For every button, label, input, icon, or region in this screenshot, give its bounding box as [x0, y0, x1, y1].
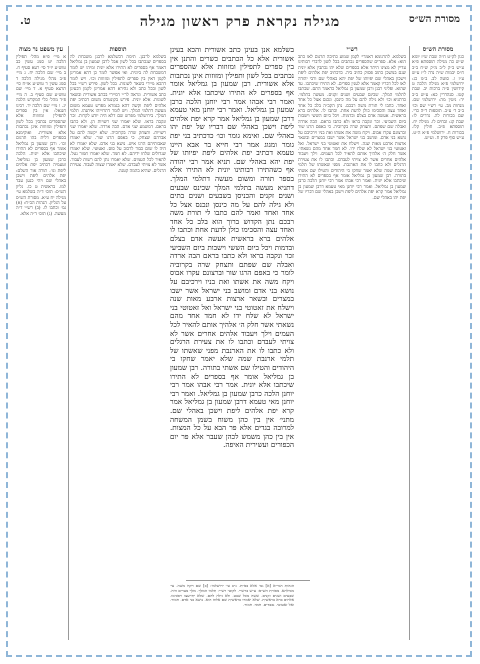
- page-number: ט.: [20, 14, 31, 27]
- tosafot-heading: תוספות: [109, 46, 127, 53]
- outer-right-heading: מסורת הש״ס: [422, 46, 454, 53]
- outer-left-heading: עין משפט נר מצוה: [18, 46, 64, 53]
- outer-left-column: [16, 46, 66, 640]
- main-text: בשלמא אנן בעינן כתב אשורית והכא בעינן אשורית אלא כל הכתבים כשרים והתנן אין בין ספרים לתפילין ומזוזות אלא שהספרים נכתבים בכל לשון ותפילין ומזוזות אינן נכתבות אלא אשורית. רבן שמעון בן גמליאל אומר אף בספרים לא התירו שיכתבו אלא יונית. ואמר רבי אבהו אמר רבי יוחנן הלכה כרבן שמעון בן גמליאל. ואמר רבי יוחנן מאי טעמא דרבן שמעון בן גמליאל אמר קרא יפת אלהים ליפת וישכן באהלי שם דבריו של יפת יהו באהלי שם. ואימא גומר וכו׳ כדכתיב בני יפת גומר ומגוג אמר רבי חייא בר אבא היינו טעמא דכתיב יפת אלהים ליפת יפיותו של יפת יהא באהלי שם. תניא אמר רבי יהודה אף כשהתירו רבותינו יונית לא התירו אלא בספר תורה ומשום מעשה דתלמי המלך. דתניא מעשה בתלמי המלך שכינס שבעים ושנים זקנים והכניסן בשבעים ושנים בתים ולא גילה להם על מה כינסן ונכנס אצל כל אחד ואחד ואמר להם כתבו לי תורת משה רבכם נתן הקדוש ברוך הוא בלב כל אחד ואחד עצה והסכימו כולן לדעת אחת וכתבו לו אלהים ברא בראשית אעשה אדם בצלם ובדמות ויכל ביום הששי וישבות ביום השביעי זכר ונקבה בראו ולא כתבו בראם הבה ארדה ואבלה שם שפתם ותצחק שרה בקרוביה לומר כי באפם הרגו שור וברצונם עקרו אבוס ויקח משה את אשתו ואת בניו וירכיבם על נושא בני אדם ומושב בני ישראל אשר ישבו במצרים ובשאר ארצות ארבע מאות שנה וישלח את זאטוטי בני ישראל ואל זאטוטי בני ישראל לא שלח ידו לא חמד אחד מהם נשאתי אשר חלק ה׳ אלהיך אותם להאיר לכל העמים וילך ויעבוד אלהים אחרים אשר לא צויתי לעבדם וכתבו לו את צעירת הרגלים ולא כתבו לו את הארנבת מפני שאשתו של תלמי ארנבת שמה שלא יאמר שחקו בי היהודים והטילו שם אשתי בתורה. רבן שמעון בן גמליאל אומר אף בספרים לא התירו שיכתבו אלא יונית. אמר רבי אבהו אמר רבי יוחנן הלכה כרבן שמעון בן גמליאל. ואמר רבי יוחנן מאי טעמא דרבן שמעון בן גמליאל אמר קרא יפת אלהים ליפת וישכן באהלי שם. מתני׳ אין בין כהן משוח בשמן המשחה למרובה בגדים אלא פר הבא על כל המצות. אין בין כהן משמש לכהן שעבר אלא פר יום הכפורים ועשירית האיפה.: [170, 46, 294, 450]
- divider: [68, 46, 69, 640]
- outer-left-text: א מיי׳ פ״א מהל׳ תפילין הלכה יט סמג עשין כב טוש״ע יו״ד סי׳ רעא סעיף ח. ב מיי׳ שם הלכה יח. ג מיי׳ פ״ב מהל׳ מגילה הלכה ד סמג עשין ד טוש״ע או״ח סי׳ תרצא סעיף א. ד מיי׳ שם טוש״ע שם סעיף ב. ה מיי׳ פ״ד מהל׳ כלי המקדש הלכה יג. ו מיי׳ שם הלכה יד. רבינו חננאל: אין בין ספרים לתפילין ומזוזות אלא שהספרים נכתבין בכל לשון ותפילין ומזוזות אינן נכתבות אלא אשורית. ואוקימנא בספרים דלית בהו תרגום וכו׳. ורבן שמעון בן גמליאל אומר אף בספרים לא התירו שיכתבו אלא יונית. הלכה כרבן שמעון בן גמליאל. וטעמיה דכתיב יפת אלהים ליפת וגו׳. תורה אור השלם: יפת אלהים ליפת וישכן באהלי שם ויהי כנען עבד למו. בראשית ט כז. גליון הש״ס: תוס׳ ד״ה בשלמא עי׳ מגילה יח ע״א. מסורת הש״ס על הגליון. הגהות הב״ח: (א) גמ׳ וכתבו לו. (ב) רש״י ד״ה מעשה. (ג) תוס׳ ד״ה אלא.: [16, 55, 66, 217]
- footnotes: [170, 584, 294, 640]
- tosafot-text: בשלמא לרבנן. תימה דבשלמא לרבנן משכחת לה בספרים שנכתבו בכל לשון אבל לרבן שמעון בן גמליאל דאמר אף בספרים לא התירו אלא יונית ומיהו יש לומר דמשכחת לה ביונית. ואי אפשר לומר כן דהא אמרינן לקמן דאין בין ספרים לתפילין ומזוזות וכו׳. ויש לומר דהכא מיירי בשאר לשונות. בכל לשון. פירש רש״י בכל לשון ובכל כתב ולא נהירא דהא אמרינן לקמן דבעינן כתב אשורית. ונראה לר״י דמיירי בכתב אשורית ובשאר לשונות. אלא יונית. פירש בקונטרס משום דכתיב יפת אלהים ליפת וקשה דהא בגמרא מפרש טעמא משום מעשה דתלמי המלך. ויש לומר דתרוייהו איתנהו. תלמי המלך. בירושלמי מפרש שם דלא היה יודע לקרות. זכר ונקבה בראו. שלא יאמרו שני רשויות הן. ולא כתבו בראם. דמשמע שני אדם. הבה ארדה. שלא יאמרו שני רשויות. ותצחק שרה בקרוביה. שלא יקשה להם על אברהם שצחק. כי באפם הרגו שור. שלא יאמרו שאבותיהם הרגו איש. נושא בני אדם. שלא יאמרו לא היה לו שום כבוד לרכוב על סוס. זאטוטי. שלא יאמרו שגדולים שלחו ידיהם. לא חמד. שלא יאמרו חמור נטל. להאיר לכל העמים. שלא יאמרו נתן להם רשות לעבוד. אשר לא צויתי לעבדם. שלא יאמרו שצוה לעבוד. צעירת הרגלים. שהיא בהמה קטנה.: [70, 55, 166, 174]
- outer-right-text: כגון לק״ט ח״ה שבת ש״ז יומא ש״ש כה מגילה תוספתא פ״א ע״ש ב״ק ל״ב מ״ק ש״ח ב״ב ח״ס יבמות ש״ה נדה ל״ז ע״ש ע״ז ו. סוטה לב. ב״מ כג: ירושלמי פ״א מגילה הלכה ט קידושין ס״ה ברכות יב. שבת קטו. סנהדרין כא: ע״ש ב״ב יד: גיטין מה: ירושלמי שם. מנחות מב. עי׳ רש״י שם וכו׳ ב״ב ד׳ ע״ב. תוספות ד״ה כדי. שם בכורות לה. נדרים לז: שבת קג: זבחים לז. מגילה יח. תוספתא פ״ב. חולין קלז. בכורות ח. ירושלמי פ״א ה״ט. ע״ש סוף פרק ח. וע״ש.: [412, 55, 464, 142]
- rashi-text: בשלמא. לתרגומא דאמרי׳ לקמן שמוע כתיבה תרגום לאו כתב הוא: אלא. ספרים שהספרים נכתבים בכל לשון לדברי רבותינו עדיין לא מצינו היתר אלא בספרים שלא יהו נכתבין אלא יונית שגם במשכן כתוב פסוק כתיב ביה. כדכתיב יפת אלהים ליפת וישכון באהלי שם יפיותו של יפת יהא באהלי שם ורבי יהודה לאו לכל דבריו קאמר אלא לענין ספרים. לא התירו שיכתבו. עד שהוא. ופליגי רבנן ורבן שמעון בן גמליאל כדאמר התם. שכתבו לתלמי המלך. שכינס שבעים ושנים זקנים. מעשה בתלמי. כדתניא וכו׳ ולא גילה להם על מה כינסן. ונכנס אצל כל אחד ואחד. כתבו לי תורת משה רבכם. נתן הקב״ה בלב כל אחד ואחד עצה והסכימו כולן לדעת אחת. וכתבו לו. אלהים ברא בראשית. אעשה אדם בצלם ובדמות. ויכל ביום הששי וישבות ביום השביעי. זכר ונקבה בראו ולא כתבו בראם. הבה ארדה ואבלה שם שפתם. ותצחק שרה בקרוביה. כי באפם הרגו שור וברצונם עקרו אבוס. ויקח משה את אשתו ואת בניו וירכיבם על נושא בני אדם. ומושב בני ישראל אשר ישבו במצרים ובשאר ארצות ארבע מאות שנה. וישלח את זאטוטי בני ישראל. ואל זאטוטי בני ישראל לא שלח ידו. לא חמד אחד מהם נשאתי. אשר חלק ה׳ אלהיך אותם להאיר לכל העמים. וילך ויעבוד אלהים אחרים אשר לא צויתי לעבדם. וכתבו לו את צעירת הרגלים ולא כתבו לו את הארנבת. מפני שאשתו של תלמי ארנבת שמה שלא יאמר שחקו בי היהודים והטילו שם אשתי בתורה. רבן שמעון בן גמליאל אומר אף בספרים לא התירו שיכתבו אלא יונית. ואמר רבי אבהו אמר רבי יוחנן הלכה כרבן שמעון בן גמליאל. ואמר רבי יוחנן מאי טעמא דרבן שמעון בן גמליאל אמר קרא יפת אלהים ליפת וישכן באהלי שם דבריו של יפת יהו באהלי שם.: [298, 55, 406, 201]
- footnotes-text: הגהות הגר״א [א] גמ׳ אלא בס״ת. נ״ב עי׳ ירושלמי: [ב] שם ויקח משה. עי׳ מכילתא. מסורת הש״ס: ע״ש ברש״י. לקוטי רש״י: תלמי המלך. מלך מצרים היה. שבעים ושנים זקנים. ששה מכל שבט. ולא גילה להם. שלא יתייעצו ויסכימו. אלהים ברא בראשית. שלא יאמרו בראשית שם אלוה הוא. נושא בני אדם. חמור. ואל זאטוטי. נכבדים. חמד. חמור.: [170, 584, 294, 608]
- main-text-block: [170, 46, 294, 576]
- rashi-heading: רש״י: [346, 46, 358, 53]
- divider: [409, 46, 410, 640]
- outer-right-column: [412, 46, 464, 640]
- page-header: [20, 14, 460, 44]
- tosafot-column: [70, 46, 166, 640]
- page-title: מגילה נקראת פרק ראשון מגילה: [139, 14, 341, 30]
- rashi-column: [298, 46, 406, 640]
- header-right: מסורת הש״ס: [409, 14, 460, 25]
- divider: [186, 580, 310, 581]
